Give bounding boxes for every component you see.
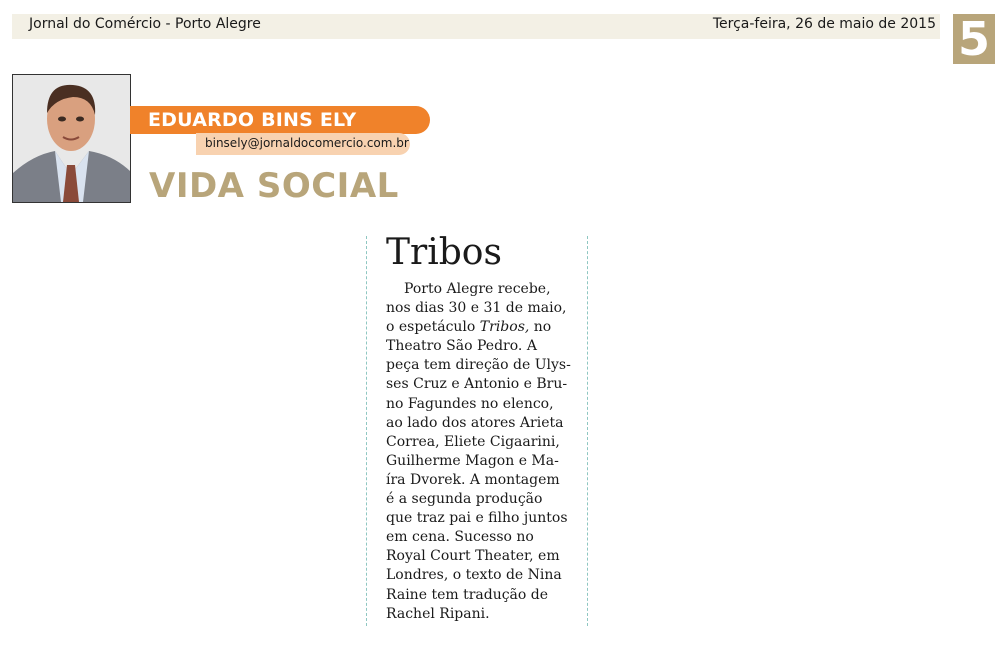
article-line: Raine tem tradução de xyxy=(386,586,549,603)
article-line: íra Dvorek. A montagem xyxy=(386,471,560,488)
article-line xyxy=(386,318,566,337)
page-number: 5 xyxy=(953,14,995,64)
article-line-text: o espetáculo xyxy=(386,319,480,336)
article-column xyxy=(366,232,588,626)
publication-name: Jornal do Comércio - Porto Alegre xyxy=(29,16,261,32)
author-photo xyxy=(12,74,131,203)
article-body xyxy=(386,280,571,624)
article-italic-title: Tribos, xyxy=(479,319,530,336)
publication-date: Terça-feira, 26 de maio de 2015 xyxy=(712,16,936,32)
section-title: VIDA SOCIAL xyxy=(149,166,399,206)
article-line: é a segunda produção xyxy=(386,491,543,508)
article-line: ao lado dos atores Arieta xyxy=(386,414,564,431)
article-line: nos dias 30 e 31 de maio, xyxy=(386,300,567,317)
article-line: no Fagundes no elenco, xyxy=(386,395,554,412)
author-name-band xyxy=(130,106,430,134)
article-line: Porto Alegre recebe, xyxy=(404,281,551,297)
header-bar xyxy=(12,14,940,39)
article-title: Tribos xyxy=(386,232,502,273)
article-line: peça tem direção de Ulys- xyxy=(386,357,571,374)
article-line: Theatro São Pedro. A xyxy=(386,338,537,355)
email-band xyxy=(196,133,410,155)
article-line: em cena. Sucesso no xyxy=(386,529,534,546)
article-line: que traz pai e filho juntos xyxy=(386,510,568,527)
article-line: Royal Court Theater, em xyxy=(386,548,560,565)
article-line: Correa, Eliete Cigaarini, xyxy=(386,433,560,450)
article-line-tail: no xyxy=(529,319,552,336)
article-line: Guilherme Magon e Ma- xyxy=(386,452,559,469)
author-name: EDUARDO BINS ELY xyxy=(148,109,357,131)
article-line: Rachel Ripani. xyxy=(386,605,490,622)
author-portrait-image xyxy=(13,75,130,202)
article-line: Londres, o texto de Nina xyxy=(386,567,562,584)
author-email[interactable]: binsely@jornaldocomercio.com.br xyxy=(205,136,409,150)
article-line: ses Cruz e Antonio e Bru- xyxy=(386,376,568,393)
